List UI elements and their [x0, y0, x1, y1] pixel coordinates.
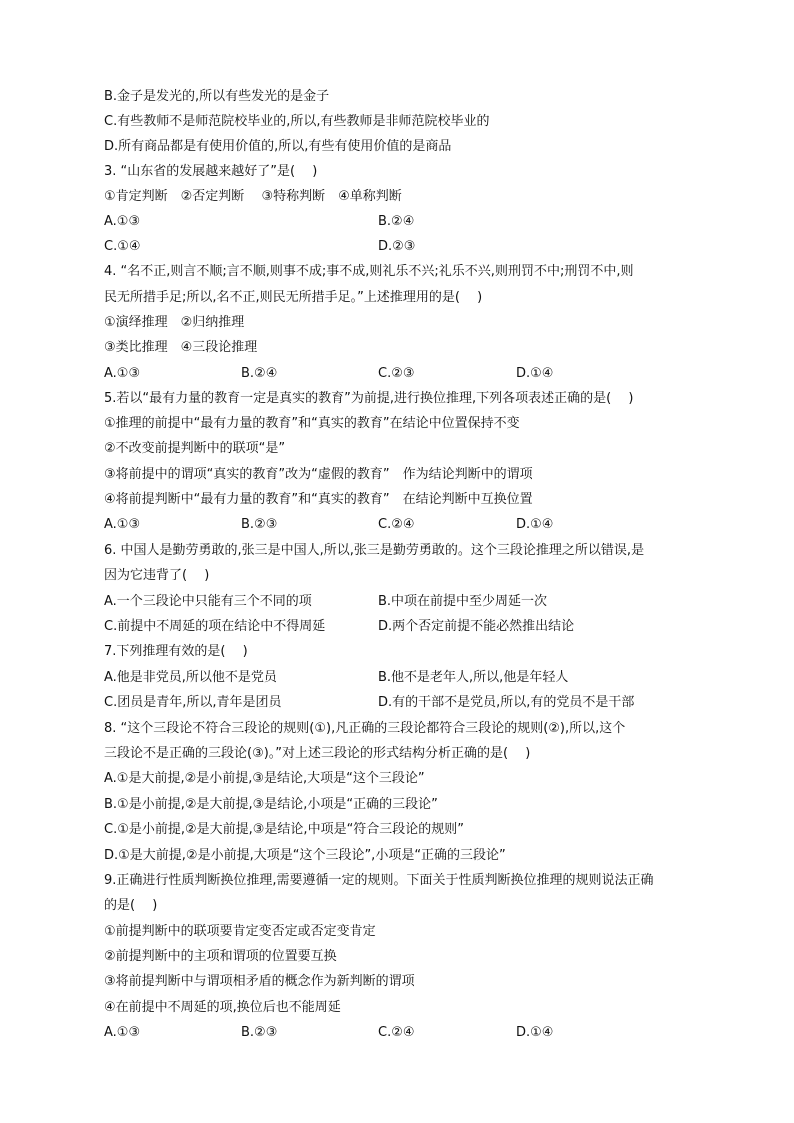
q5-statement-3: ③将前提中的谓项“真实的教育”改为“虚假的教育” 作为结论判断中的谓项	[104, 467, 533, 482]
q5-option-c: C.②④	[378, 517, 415, 532]
q3-statements: ①肯定判断 ②否定判断 ③特称判断 ④单称判断	[104, 189, 402, 204]
q3-option-d: D.②③	[378, 239, 416, 254]
q4-statements-1: ①演绎推理 ②归纳推理	[104, 315, 245, 330]
q4-stem-line-1: 4. “名不正,则言不顺;言不顺,则事不成;事不成,则礼乐不兴;礼乐不兴,则刑罚不中;刑罚不中,则	[104, 264, 634, 279]
q7-option-a: A.他是非党员,所以他不是党员	[104, 670, 277, 685]
q4-statements-2: ③类比推理 ④三段论推理	[104, 340, 258, 355]
q9-option-d: D.①④	[516, 1025, 554, 1040]
q3-option-c: C.①④	[104, 239, 141, 254]
q9-statement-4: ④在前提中不周延的项,换位后也不能周延	[104, 1000, 341, 1015]
q3-stem: 3. “山东省的发展越来越好了”是( )	[104, 164, 318, 179]
q4-option-a: A.①③	[104, 366, 141, 381]
q4-stem-line-2: 民无所措手足;所以,名不正,则民无所措手足。”上述推理用的是( )	[104, 290, 483, 305]
q6-option-d: D.两个否定前提不能必然推出结论	[378, 619, 575, 634]
q5-option-d: D.①④	[516, 517, 554, 532]
q7-option-d: D.有的干部不是党员,所以,有的党员不是干部	[378, 695, 635, 710]
q6-option-b: B.中项在前提中至少周延一次	[378, 594, 548, 609]
q5-statement-4: ④将前提判断中“最有力量的教育”和“真实的教育” 在结论判断中互换位置	[104, 492, 533, 507]
q5-stem: 5.若以“最有力量的教育一定是真实的教育”为前提,进行换位推理,下列各项表述正确的是( )	[104, 391, 634, 406]
q6-option-a: A.一个三段论中只能有三个不同的项	[104, 594, 312, 609]
q5-statement-1: ①推理的前提中“最有力量的教育”和“真实的教育”在结论中位置保持不变	[104, 416, 520, 431]
q9-option-b: B.②③	[241, 1025, 278, 1040]
q4-options	[104, 365, 704, 383]
q9-statement-1: ①前提判断中的联项要肯定变否定或否定变肯定	[104, 924, 376, 939]
q6-stem-line-1: 6. 中国人是勤劳勇敢的,张三是中国人,所以,张三是勤劳勇敢的。这个三段论推理之所以错误,是	[104, 543, 645, 558]
q5-option-a: A.①③	[104, 517, 141, 532]
q8-stem-line-1: 8. “这个三段论不符合三段论的规则(①),凡正确的三段论都符合三段论的规则(②),所以,这个	[104, 721, 626, 736]
q8-option-c: C.①是小前提,②是大前提,③是结论,中项是“符合三段论的规则”	[104, 822, 465, 837]
q8-option-b: B.①是小前提,②是大前提,③是结论,小项是“正确的三段论”	[104, 797, 438, 812]
q6-options-row-2	[104, 618, 704, 636]
q7-options-row-1	[104, 669, 704, 687]
q4-option-c: C.②③	[378, 366, 415, 381]
q7-option-b: B.他不是老年人,所以,他是年轻人	[378, 670, 569, 685]
q7-stem: 7.下列推理有效的是( )	[104, 644, 248, 659]
q9-stem-line-1: 9.正确进行性质判断换位推理,需要遵循一定的规则。下面关于性质判断换位推理的规则说法正确	[104, 873, 654, 888]
q3-option-b: B.②④	[378, 214, 415, 229]
q7-option-c: C.团员是青年,所以,青年是团员	[104, 695, 282, 710]
q3-option-a: A.①③	[104, 214, 141, 229]
q5-option-b: B.②③	[241, 517, 278, 532]
q4-option-d: D.①④	[516, 366, 554, 381]
q8-option-a: A.①是大前提,②是小前提,③是结论,大项是“这个三段论”	[104, 771, 425, 786]
q9-options	[104, 1024, 704, 1042]
q6-stem-line-2: 因为它违背了( )	[104, 568, 210, 583]
q6-option-c: C.前提中不周延的项在结论中不得周延	[104, 619, 326, 634]
q2-option-b: B.金子是发光的,所以有些发光的是金子	[104, 89, 330, 104]
q2-option-d: D.所有商品都是有使用价值的,所以,有些有使用价值的是商品	[104, 139, 452, 154]
q7-options-row-2	[104, 694, 704, 712]
q3-options-row-1	[104, 213, 704, 231]
q9-statement-2: ②前提判断中的主项和谓项的位置要互换	[104, 949, 337, 964]
q4-option-b: B.②④	[241, 366, 278, 381]
q2-option-c: C.有些教师不是师范院校毕业的,所以,有些教师是非师范院校毕业的	[104, 114, 490, 129]
q8-stem-line-2: 三段论不是正确的三段论(③)。”对上述三段论的形式结构分析正确的是( )	[104, 746, 531, 761]
q5-options	[104, 516, 704, 534]
q3-options-row-2	[104, 238, 704, 256]
q9-option-c: C.②④	[378, 1025, 415, 1040]
q5-statement-2: ②不改变前提判断中的联项“是”	[104, 441, 286, 456]
q9-stem-line-2: 的是( )	[104, 898, 158, 913]
q9-option-a: A.①③	[104, 1025, 141, 1040]
q9-statement-3: ③将前提判断中与谓项相矛盾的概念作为新判断的谓项	[104, 974, 415, 989]
q6-options-row-1	[104, 593, 704, 611]
q8-option-d: D.①是大前提,②是小前提,大项是“这个三段论”,小项是“正确的三段论”	[104, 848, 506, 863]
